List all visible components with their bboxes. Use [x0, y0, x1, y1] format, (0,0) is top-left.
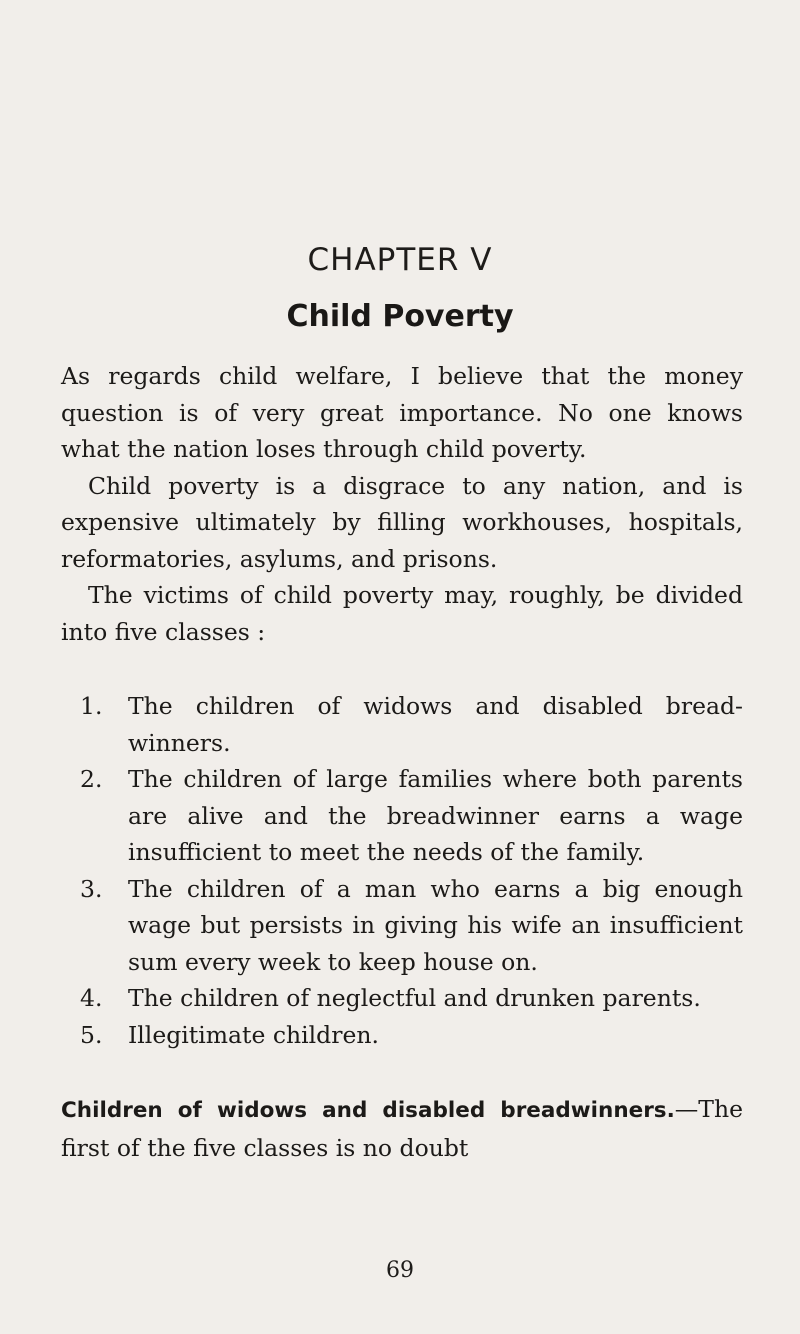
- paragraph-disgrace: Child poverty is a disgrace to any nation, and is expensive ultimately by filling workhouses, hospitals, reformatories, asylums, and prisons.: [61, 471, 743, 573]
- body-text: [61, 358, 743, 1166]
- list-item: [61, 1017, 743, 1054]
- classes-list: [61, 688, 743, 1053]
- list-item: [61, 980, 743, 1017]
- list-item-number: 4.: [80, 984, 103, 1012]
- paragraph-closing: [61, 1091, 743, 1166]
- list-item: [61, 871, 743, 981]
- section-run-in-text: —The first of the five classes is no doubt: [61, 1095, 743, 1162]
- list-item-text: Illegitimate children.: [128, 1020, 379, 1049]
- chapter-title: Child Poverty: [286, 299, 514, 334]
- chapter-label: CHAPTER V: [307, 242, 493, 278]
- list-item-text: The children of widows and disabled breadwinners.: [128, 692, 743, 757]
- list-item-number: 3.: [80, 874, 103, 903]
- page-number: 69: [386, 1258, 414, 1283]
- list-item-text: The children of large families where both parents are alive and the breadwinner earns a wage insufficient to meet the needs of the family.: [128, 765, 743, 866]
- list-item-number: 1.: [80, 692, 103, 720]
- list-item: [61, 688, 743, 761]
- paragraph-intro: As regards child welfare, I believe that the money question is of very great importance. No one knows what the nation loses through child poverty.: [61, 362, 743, 463]
- section-run-in-heading: Children of widows and disabled breadwinners.: [61, 1098, 675, 1123]
- list-item: [61, 761, 743, 871]
- list-item-text: The children of a man who earns a big enough wage but persists in giving his wife an insufficient sum every week to keep house on.: [128, 874, 743, 976]
- paragraph-classes-intro: The victims of child poverty may, roughly, be divided into five classes :: [61, 581, 743, 646]
- list-item-number: 2.: [80, 765, 103, 793]
- list-item-text: The children of neglectful and drunken parents.: [128, 984, 701, 1012]
- list-item-number: 5.: [80, 1020, 103, 1049]
